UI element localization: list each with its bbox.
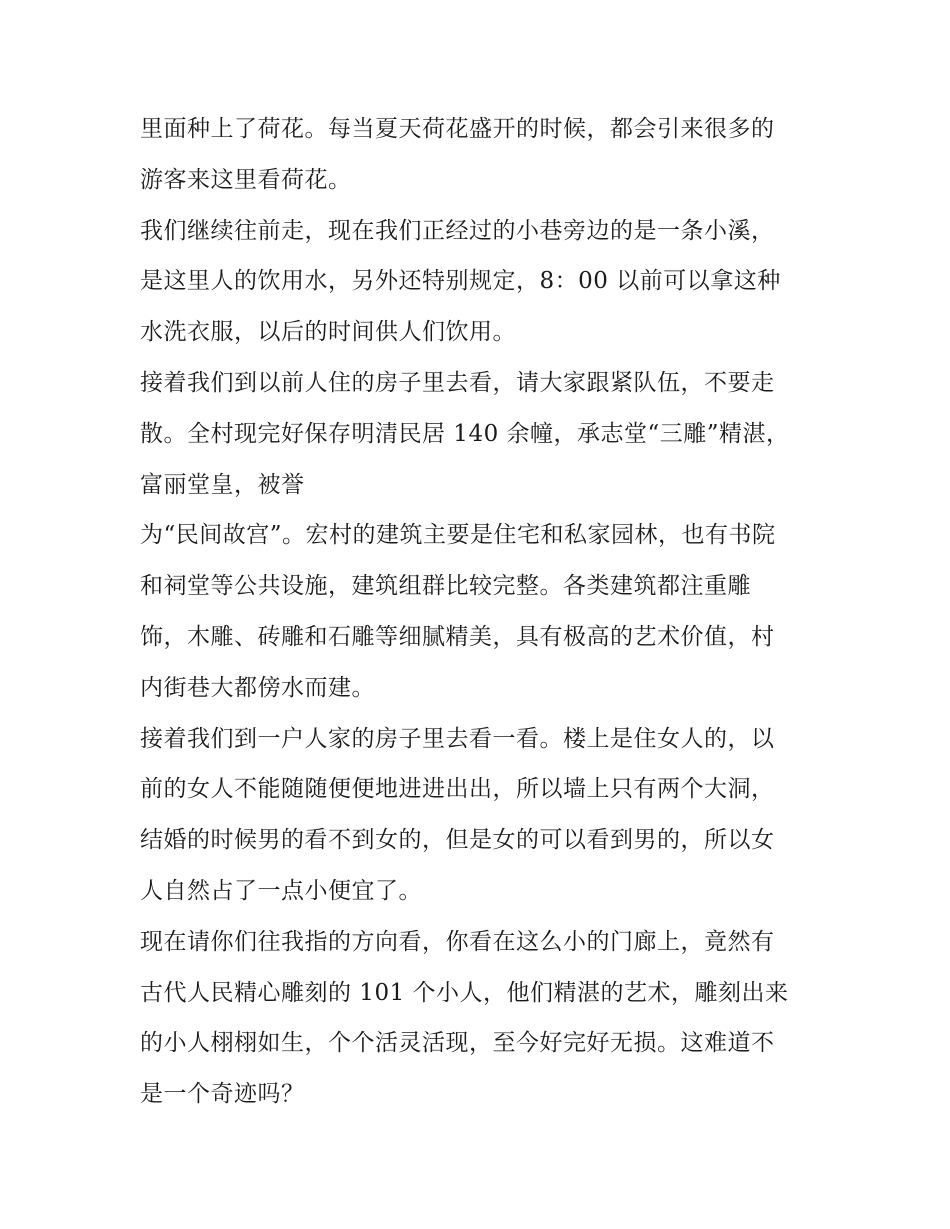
text-line: 内街巷大都傍水而建。 xyxy=(140,674,375,701)
text-line: 是这里人的饮用水，另外还特别规定，8：00 以前可以拿这种 xyxy=(140,268,781,295)
body-text xyxy=(140,104,820,1120)
text-line: 水洗衣服，以后的时间供人们饮用。 xyxy=(140,319,516,346)
text-line: 结婚的时候男的看不到女的，但是女的可以看到男的，所以女 xyxy=(140,827,775,854)
text-line: 饰，木雕、砖雕和石雕等细腻精美，具有极高的艺术价值，村 xyxy=(140,623,775,650)
text-line: 接着我们到一户人家的房子里去看一看。楼上是住女人的，以 xyxy=(140,725,775,752)
text-line: 古代人民精心雕刻的 101 个小人，他们精湛的艺术，雕刻出来 xyxy=(140,979,789,1006)
text-line: 和祠堂等公共设施，建筑组群比较完整。各类建筑都注重雕 xyxy=(140,573,751,600)
text-line: 接着我们到以前人住的房子里去看，请大家跟紧队伍，不要走 xyxy=(140,369,775,396)
text-line: 里面种上了荷花。每当夏天荷花盛开的时候，都会引来很多的 xyxy=(140,116,775,142)
text-line: 是一个奇迹吗？ xyxy=(140,1081,305,1108)
text-line: 我们继续往前走，现在我们正经过的小巷旁边的是一条小溪， xyxy=(140,217,775,244)
text-line: 现在请你们往我指的方向看，你看在这么小的门廊上，竟然有 xyxy=(140,928,775,955)
text-line: 散。全村现完好保存明清民居 140 余幢，承志堂“三雕”精湛， xyxy=(140,420,790,447)
text-line: 游客来这里看荷花。 xyxy=(140,166,352,193)
text-line: 的小人栩栩如生，个个活灵活现，至今好完好无损。这难道不 xyxy=(140,1030,775,1057)
text-line: 富丽堂皇，被誉 xyxy=(140,471,305,498)
text-line: 前的女人不能随随便便地进进出出，所以墙上只有两个大洞， xyxy=(140,776,775,803)
text-line: 为“民间故宫”。宏村的建筑主要是住宅和私家园林，也有书院 xyxy=(140,522,776,549)
text-line: 人自然占了一点小便宜了。 xyxy=(140,877,422,904)
